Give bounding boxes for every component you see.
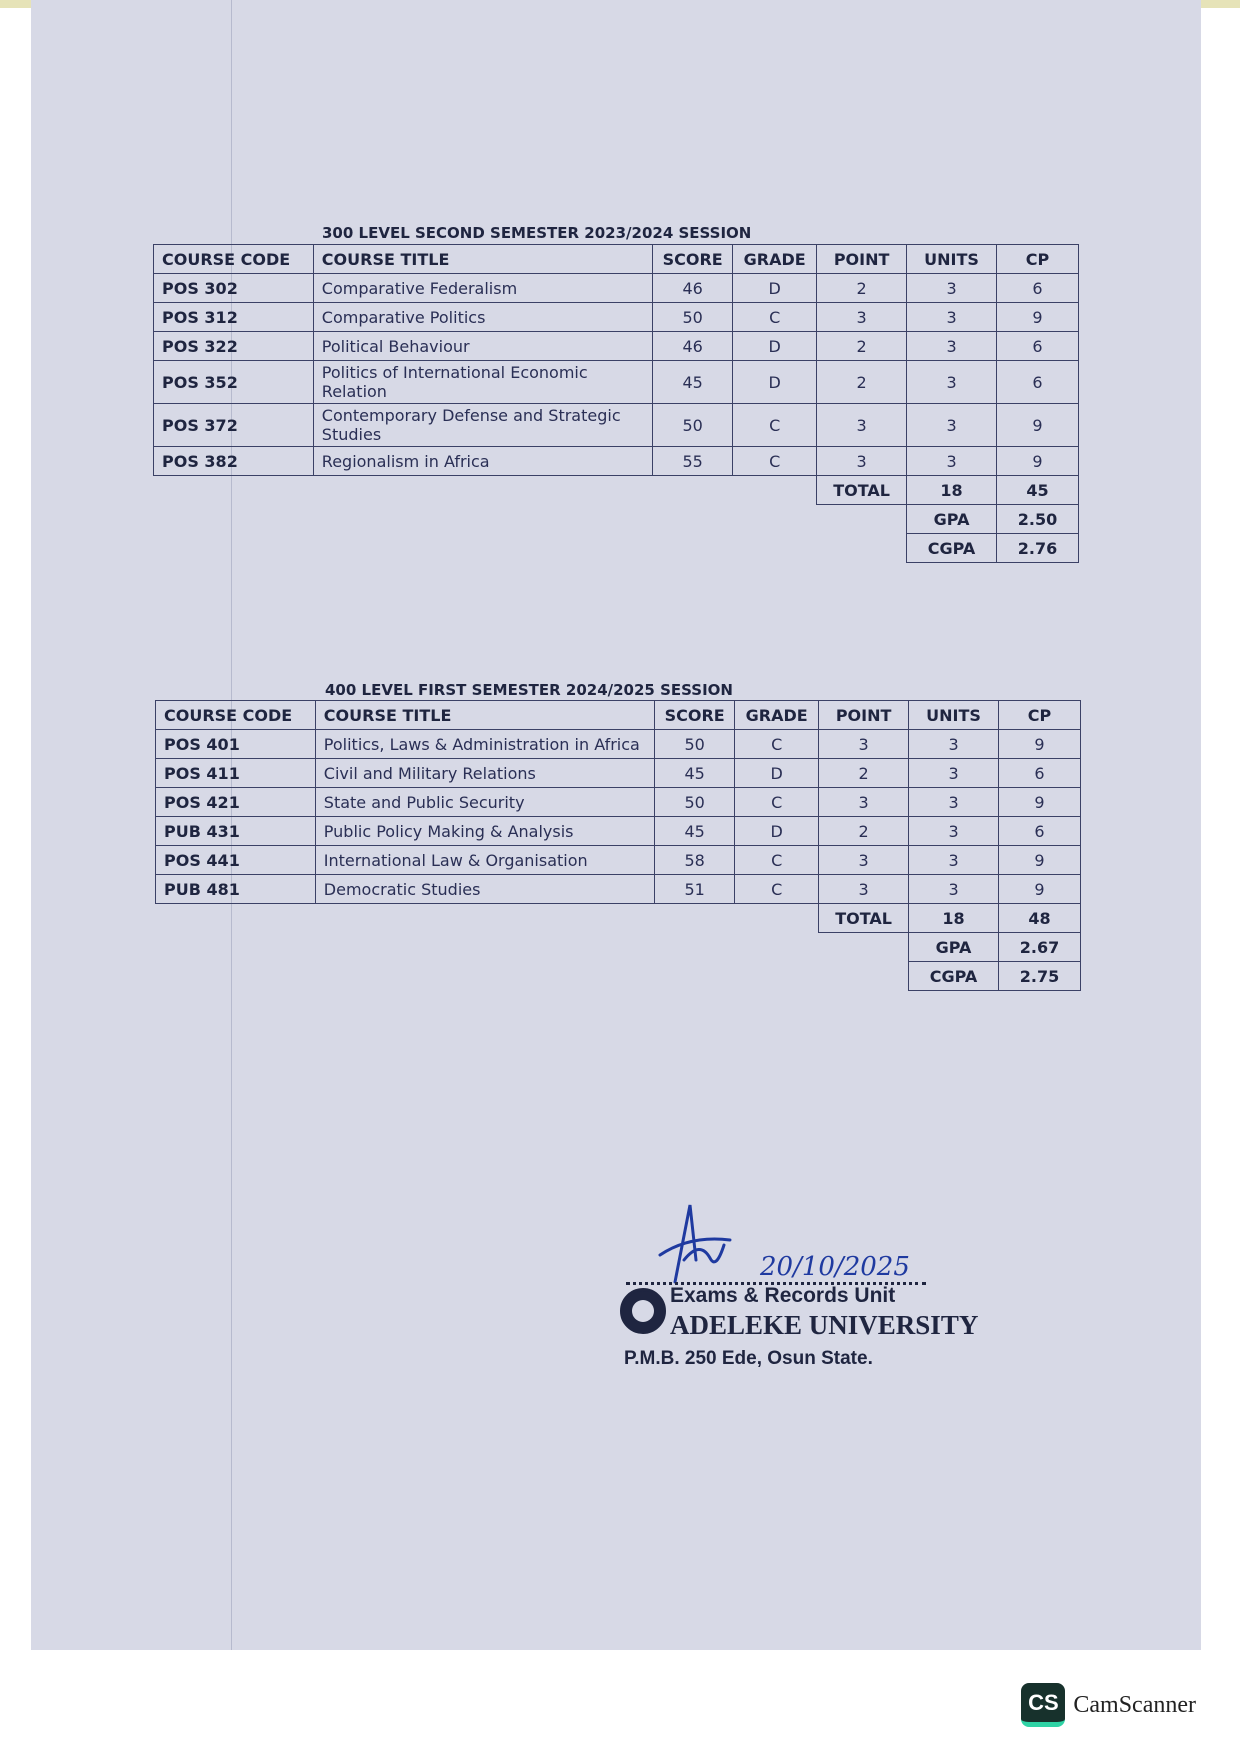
cgpa-label: CGPA (909, 962, 999, 991)
score: 45 (655, 759, 735, 788)
course-code: PUB 431 (156, 817, 316, 846)
units: 3 (907, 404, 997, 447)
col-course-code: COURSE CODE (154, 245, 314, 274)
col-cp: CP (997, 245, 1079, 274)
score: 50 (653, 404, 733, 447)
score: 45 (655, 817, 735, 846)
units: 3 (909, 730, 999, 759)
table-row (154, 361, 1079, 404)
cp: 9 (999, 875, 1081, 904)
units: 3 (907, 274, 997, 303)
col-score: SCORE (655, 701, 735, 730)
cp: 6 (997, 332, 1079, 361)
col-units: UNITS (909, 701, 999, 730)
table-row (154, 447, 1079, 476)
units: 3 (909, 817, 999, 846)
sem1-results-table (153, 244, 1079, 563)
course-title: Civil and Military Relations (315, 759, 654, 788)
total-label: TOTAL (817, 476, 907, 505)
table-row (154, 303, 1079, 332)
course-code: POS 421 (156, 788, 316, 817)
course-title: Regionalism in Africa (313, 447, 652, 476)
table-row (156, 730, 1081, 759)
total-cp: 48 (999, 904, 1081, 933)
course-title: Contemporary Defense and Strategic Studies (313, 404, 652, 447)
table-row (154, 404, 1079, 447)
grade: C (735, 788, 819, 817)
course-title: State and Public Security (315, 788, 654, 817)
units: 3 (909, 759, 999, 788)
signature-icon (620, 1200, 780, 1290)
point: 2 (819, 817, 909, 846)
cp: 9 (997, 447, 1079, 476)
grade: C (733, 303, 817, 332)
table-row (156, 788, 1081, 817)
score: 45 (653, 361, 733, 404)
point: 3 (819, 846, 909, 875)
cp: 6 (999, 759, 1081, 788)
table-row (156, 875, 1081, 904)
course-code: PUB 481 (156, 875, 316, 904)
col-course-title: COURSE TITLE (313, 245, 652, 274)
grade: D (733, 332, 817, 361)
signature-date: 20/10/2025 (760, 1252, 910, 1282)
gpa-row (154, 505, 1079, 534)
cp: 9 (999, 846, 1081, 875)
table-row (154, 332, 1079, 361)
course-title: International Law & Organisation (315, 846, 654, 875)
table-row (156, 759, 1081, 788)
course-title: Political Behaviour (313, 332, 652, 361)
university-seal-icon (620, 1288, 666, 1334)
sem2-title: 400 LEVEL FIRST SEMESTER 2024/2025 SESSION (325, 681, 733, 699)
cp: 9 (997, 303, 1079, 332)
cp: 9 (999, 730, 1081, 759)
table-row (154, 274, 1079, 303)
course-code: POS 411 (156, 759, 316, 788)
col-grade: GRADE (735, 701, 819, 730)
total-label: TOTAL (819, 904, 909, 933)
sem1-header-row (154, 245, 1079, 274)
score: 58 (655, 846, 735, 875)
records-stamp (620, 1200, 979, 1380)
col-point: POINT (817, 245, 907, 274)
point: 3 (819, 788, 909, 817)
stamp-university: ADELEKE UNIVERSITY (670, 1310, 979, 1340)
col-score: SCORE (653, 245, 733, 274)
score: 50 (655, 788, 735, 817)
sem1-title: 300 LEVEL SECOND SEMESTER 2023/2024 SESSION (322, 224, 752, 242)
course-title: Politics of International Economic Relation (313, 361, 652, 404)
total-row (156, 904, 1081, 933)
units: 3 (907, 332, 997, 361)
grade: D (733, 361, 817, 404)
course-code: POS 441 (156, 846, 316, 875)
cgpa-value: 2.75 (999, 962, 1081, 991)
gpa-row (156, 933, 1081, 962)
point: 3 (817, 447, 907, 476)
col-cp: CP (999, 701, 1081, 730)
gpa-value: 2.67 (999, 933, 1081, 962)
grade: D (735, 817, 819, 846)
sem2-results-table (155, 700, 1081, 991)
table-row (156, 817, 1081, 846)
course-code: POS 312 (154, 303, 314, 332)
units: 3 (907, 447, 997, 476)
cgpa-row (156, 962, 1081, 991)
course-code: POS 401 (156, 730, 316, 759)
gpa-value: 2.50 (997, 505, 1079, 534)
grade: C (735, 846, 819, 875)
cp: 9 (997, 404, 1079, 447)
grade: C (733, 404, 817, 447)
total-row (154, 476, 1079, 505)
gpa-label: GPA (907, 505, 997, 534)
total-units: 18 (909, 904, 999, 933)
col-course-code: COURSE CODE (156, 701, 316, 730)
point: 2 (817, 361, 907, 404)
stamp-unit: Exams & Records Unit (670, 1284, 896, 1307)
cgpa-value: 2.76 (997, 534, 1079, 563)
point: 2 (817, 332, 907, 361)
course-title: Comparative Politics (313, 303, 652, 332)
course-title: Democratic Studies (315, 875, 654, 904)
gpa-label: GPA (909, 933, 999, 962)
cp: 6 (997, 274, 1079, 303)
units: 3 (907, 361, 997, 404)
units: 3 (909, 788, 999, 817)
camscanner-name: CamScanner (1073, 1691, 1196, 1718)
course-title: Comparative Federalism (313, 274, 652, 303)
grade: D (733, 274, 817, 303)
point: 3 (817, 404, 907, 447)
cp: 6 (999, 817, 1081, 846)
cp: 9 (999, 788, 1081, 817)
units: 3 (909, 846, 999, 875)
table-row (156, 846, 1081, 875)
point: 2 (817, 274, 907, 303)
sem2-header-row (156, 701, 1081, 730)
total-units: 18 (907, 476, 997, 505)
grade: C (733, 447, 817, 476)
grade: C (735, 730, 819, 759)
score: 51 (655, 875, 735, 904)
point: 3 (819, 730, 909, 759)
course-code: POS 372 (154, 404, 314, 447)
grade: C (735, 875, 819, 904)
units: 3 (909, 875, 999, 904)
total-cp: 45 (997, 476, 1079, 505)
course-code: POS 352 (154, 361, 314, 404)
score: 50 (653, 303, 733, 332)
score: 46 (653, 274, 733, 303)
course-code: POS 322 (154, 332, 314, 361)
col-course-title: COURSE TITLE (315, 701, 654, 730)
camscanner-watermark (1021, 1682, 1196, 1728)
stamp-address: P.M.B. 250 Ede, Osun State. (624, 1348, 873, 1369)
score: 50 (655, 730, 735, 759)
col-grade: GRADE (733, 245, 817, 274)
course-title: Public Policy Making & Analysis (315, 817, 654, 846)
score: 55 (653, 447, 733, 476)
col-point: POINT (819, 701, 909, 730)
point: 2 (819, 759, 909, 788)
point: 3 (819, 875, 909, 904)
score: 46 (653, 332, 733, 361)
point: 3 (817, 303, 907, 332)
camscanner-logo-icon: CS (1021, 1683, 1065, 1727)
col-units: UNITS (907, 245, 997, 274)
cgpa-label: CGPA (907, 534, 997, 563)
course-code: POS 382 (154, 447, 314, 476)
grade: D (735, 759, 819, 788)
cgpa-row (154, 534, 1079, 563)
units: 3 (907, 303, 997, 332)
course-title: Politics, Laws & Administration in Africa (315, 730, 654, 759)
cp: 6 (997, 361, 1079, 404)
course-code: POS 302 (154, 274, 314, 303)
